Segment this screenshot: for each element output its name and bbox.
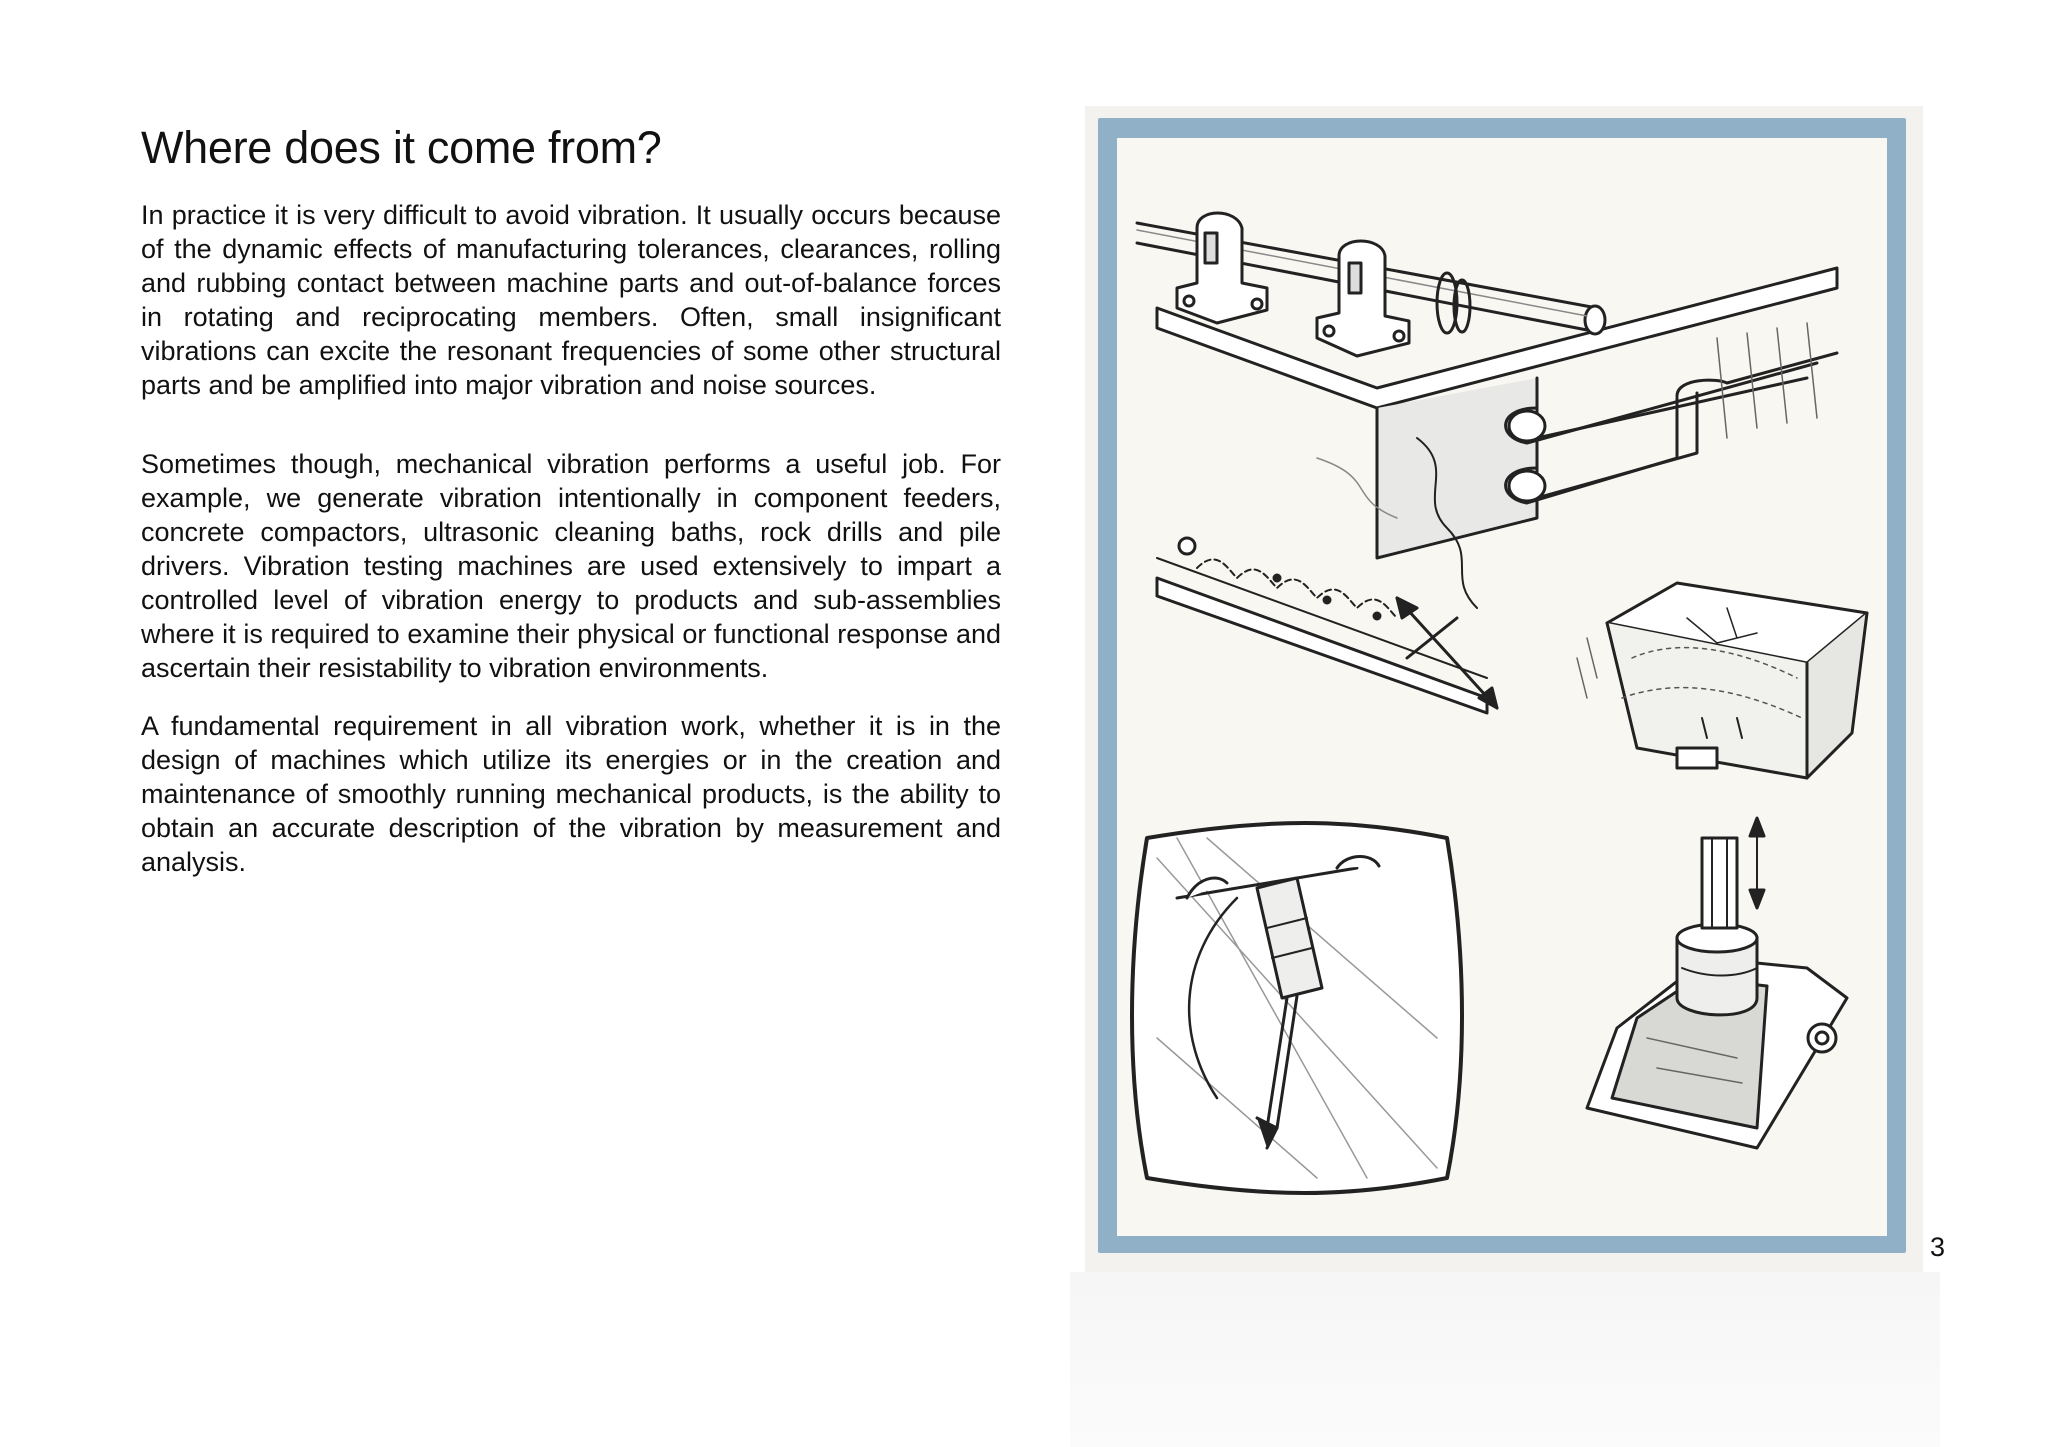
page-title: Where does it come from? <box>141 122 662 173</box>
vibration-exciter-illustration <box>1587 818 1847 1148</box>
ultrasonic-bath-illustration <box>1577 583 1867 778</box>
vibratory-feeder-illustration <box>1157 538 1497 713</box>
shaft-bearings-illustration <box>1137 213 1837 608</box>
rock-drill-illustration <box>1132 823 1462 1193</box>
page-number: 3 <box>1930 1232 1946 1262</box>
text-column <box>141 118 1001 879</box>
paragraph-measurement: A fundamental requirement in all vibration work, whether it is in the design of machines which utilize its energies or in the creation and maintenance of smoothly running mechanical products, is the ability to obtain an accurate description of the vibration by measurement and analysis. <box>141 711 1001 877</box>
paragraph-useful-vibration: Sometimes though, mechanical vibration performs a useful job. For example, we generate vibration intentionally in component feeders, concrete compactors, ultrasonic cleaning baths, rock drills and pile drivers. Vibration testing machines are used extensively to impart a controlled level of vibration energy to products and sub-assemblies where it is required to examine their physical or functional response and ascertain their resistability to vibration environments. <box>141 449 1001 683</box>
scan-shadow <box>1070 1272 1940 1447</box>
paragraph-origin: In practice it is very difficult to avoid vibration. It usually occurs because of the dynamic effects of manufacturing tolerances, clearances, rolling and rubbing contact between machine parts and out-of-balance forces in rotating and reciprocating members. Often, small insignificant vibrations can excite the resonant frequencies of some other structural parts and be amplified into major vibration and noise sources. <box>141 200 1001 400</box>
figure-illustration <box>1117 138 1887 1236</box>
